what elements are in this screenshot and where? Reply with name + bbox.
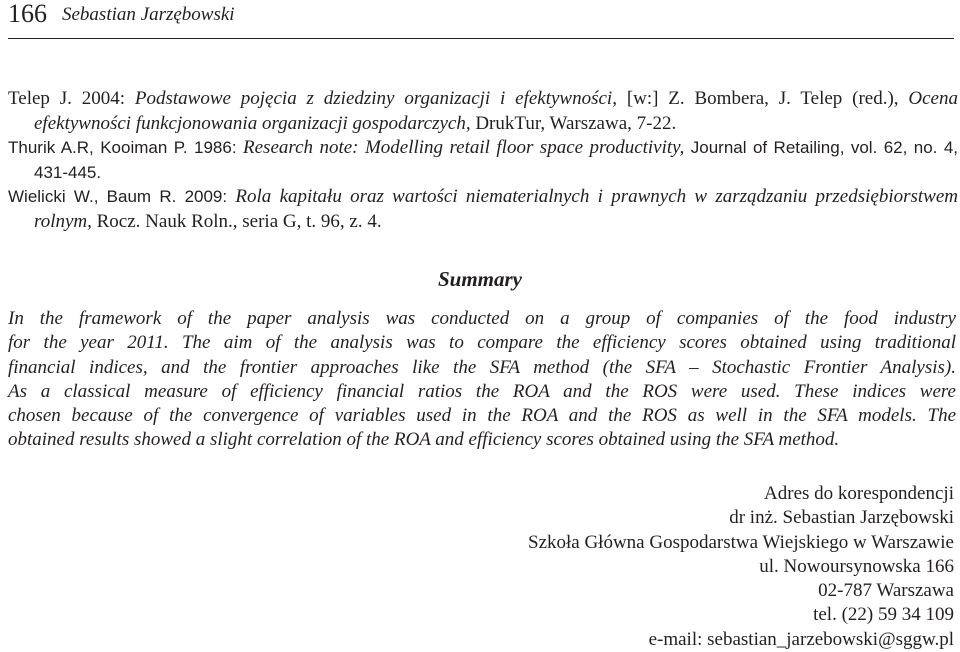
reference-title: Podstawowe pojęcia z dziedziny organizacji i efektywności, bbox=[134, 88, 617, 109]
address-city: 02-787 Warszawa bbox=[818, 580, 954, 602]
address-phone: tel. (22) 59 34 109 bbox=[813, 604, 954, 626]
reference-list bbox=[8, 87, 958, 234]
reference-details: Rocz. Nauk Roln., seria G, t. 96, z. 4. bbox=[96, 210, 382, 232]
reference-authors: Thurik A.R, Kooiman P. 1986: bbox=[8, 138, 237, 157]
reference-telep bbox=[8, 87, 958, 136]
abstract-line: financial indices, and the frontier approaches like the SFA method (the SFA – Stochastic Frontier Analysis). bbox=[8, 356, 956, 378]
header-rule bbox=[8, 38, 954, 39]
running-author: Sebastian Jarzębowski bbox=[62, 4, 235, 25]
summary-abstract bbox=[8, 307, 956, 453]
reference-authors: Wielicki W., Baum R. 2009: bbox=[8, 187, 228, 206]
reference-title-2: Ocena efektywności funkcjonowania organizacji gospodarczych, bbox=[34, 88, 958, 134]
reference-authors: Telep J. 2004: bbox=[8, 88, 126, 109]
reference-details: [w:] Z. Bombera, J. Telep (red.), bbox=[626, 88, 899, 109]
address-heading: Adres do korespondencji bbox=[764, 483, 954, 504]
abstract-line: obtained results showed a slight correlation of the ROA and efficiency scores obtained using the SFA method. bbox=[8, 429, 840, 451]
reference-wielicki bbox=[8, 185, 958, 234]
address-street: ul. Nowoursynowska 166 bbox=[759, 555, 954, 577]
abstract-line: chosen because of the convergence of variables used in the ROA and the ROS as well in the SFA models. The bbox=[8, 405, 956, 427]
abstract-line: In the framework of the paper analysis was conducted on a group of companies of the food industry bbox=[8, 308, 956, 329]
address-email: e-mail: sebastian_jarzebowski@sggw.pl bbox=[648, 628, 954, 650]
abstract-line: for the year 2011. The aim of the analysis was to compare the efficiency scores obtained using traditional bbox=[8, 332, 956, 354]
reference-title: Research note: Modelling retail floor space productivity, bbox=[243, 137, 685, 158]
running-header bbox=[8, 0, 954, 40]
reference-details-2: DrukTur, Warszawa, 7-22. bbox=[475, 112, 677, 134]
reference-details: Journal of Retailing, vol. 62, no. 4, 431-445. bbox=[34, 138, 959, 182]
page-number: 166 bbox=[8, 0, 47, 28]
correspondence-address bbox=[434, 482, 954, 652]
address-institution: Szkoła Główna Gospodarstwa Wiejskiego w Warszawie bbox=[528, 531, 954, 553]
reference-thurik bbox=[8, 136, 958, 185]
address-name: dr inż. Sebastian Jarzębowski bbox=[729, 507, 954, 529]
abstract-line: As a classical measure of efficiency financial ratios the ROA and the ROS were used. These indices were bbox=[8, 380, 956, 402]
summary-heading: Summary bbox=[437, 267, 523, 291]
reference-title: Rola kapitału oraz wartości niematerialnych i prawnych w zarządzaniu przedsiębiorstwem rolnym, bbox=[34, 186, 958, 232]
